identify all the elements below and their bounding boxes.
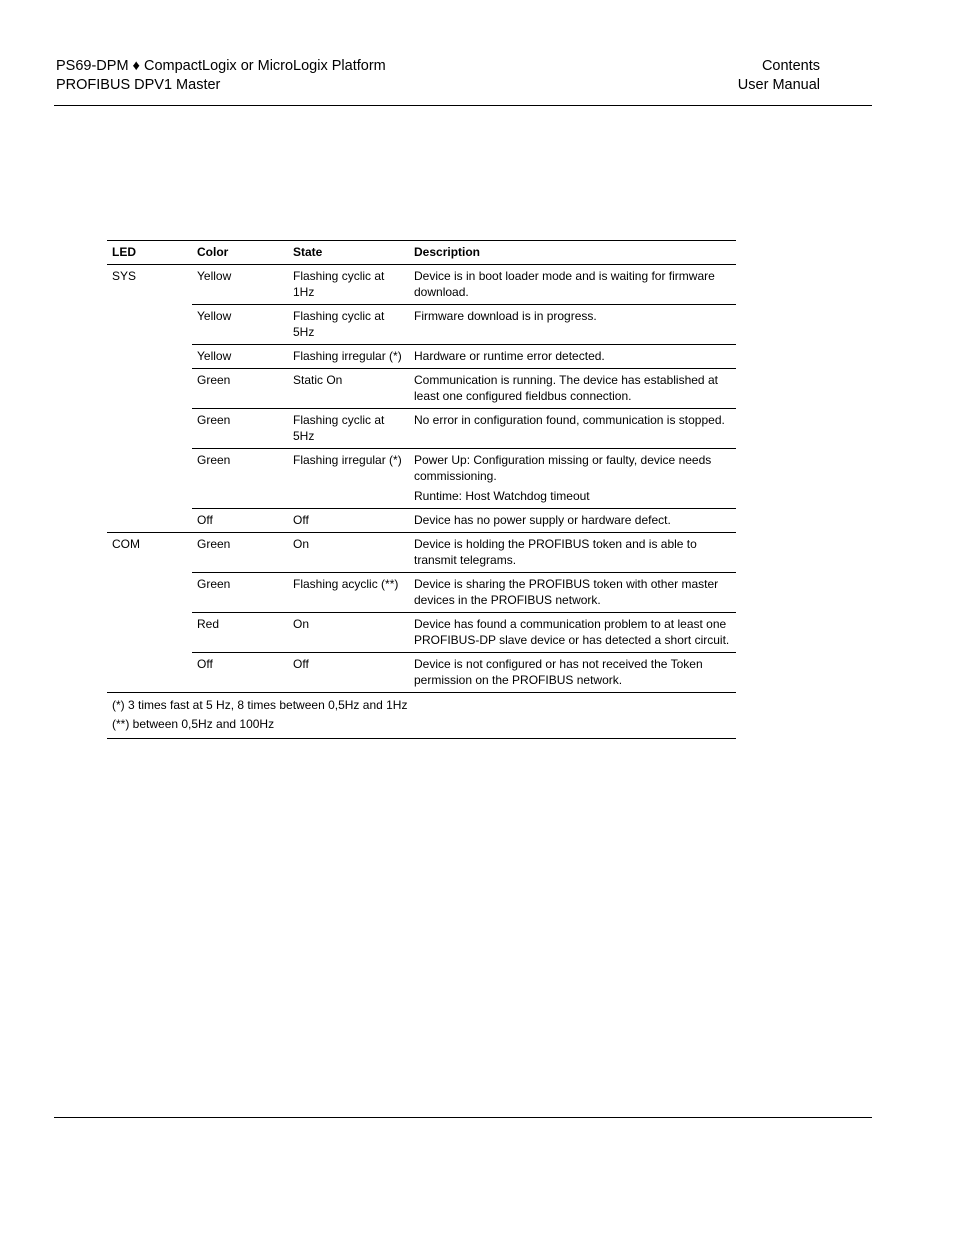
led-description-cell (409, 533, 736, 573)
led-color-cell: Green (192, 533, 288, 573)
document-subtitle: PROFIBUS DPV1 Master (56, 77, 221, 93)
description-text: Device has found a communication problem to at least one PROFIBUS-DP slave device or has detected a short circuit. (414, 617, 730, 647)
led-name-cell: COM (107, 533, 192, 693)
footnote-single-asterisk: (*) 3 times fast at 5 Hz, 8 times between 0,5Hz and 1Hz (112, 698, 408, 712)
table-row (107, 533, 736, 573)
led-status-table (107, 240, 736, 739)
led-color-cell: Off (192, 509, 288, 533)
led-state-cell: Flashing irregular (*) (288, 345, 409, 369)
led-color-cell: Green (192, 409, 288, 449)
page-header-right (738, 57, 820, 95)
page-header-left (56, 57, 386, 95)
header-divider (54, 105, 872, 106)
table-row (107, 509, 736, 533)
footnote-row (107, 693, 736, 739)
description-text: Hardware or runtime error detected. (414, 349, 605, 363)
led-description-cell (409, 449, 736, 509)
description-text: Device is sharing the PROFIBUS token with other master devices in the PROFIBUS network. (414, 577, 719, 607)
led-description-cell (409, 265, 736, 305)
led-state-cell: Flashing cyclic at 1Hz (288, 265, 409, 305)
description-text: Device is in boot loader mode and is waiting for firmware download. (414, 269, 715, 299)
led-state-cell: Static On (288, 369, 409, 409)
led-state-cell: Off (288, 653, 409, 693)
footer-divider (54, 1117, 872, 1118)
document-title: PS69-DPM ♦ CompactLogix or MicroLogix Platform (56, 58, 386, 74)
led-description-cell (409, 305, 736, 345)
table-row (107, 409, 736, 449)
led-color-cell: Yellow (192, 265, 288, 305)
description-text: No error in configuration found, communication is stopped. (414, 413, 725, 427)
led-color-cell: Yellow (192, 305, 288, 345)
description-text: Firmware download is in progress. (414, 309, 597, 323)
section-name: Contents (761, 58, 820, 74)
description-text: Communication is running. The device has established at least one configured fieldbus connection. (414, 373, 718, 403)
led-state-cell: Flashing acyclic (**) (288, 573, 409, 613)
led-color-cell: Green (192, 573, 288, 613)
led-description-cell (409, 653, 736, 693)
table-row (107, 573, 736, 613)
table-row (107, 653, 736, 693)
column-header-description: Description (414, 245, 481, 259)
led-state-cell: Flashing cyclic at 5Hz (288, 305, 409, 345)
led-color-cell: Yellow (192, 345, 288, 369)
led-name-cell: SYS (107, 265, 192, 533)
table-row (107, 265, 736, 305)
led-state-cell: On (288, 613, 409, 653)
led-description-cell (409, 509, 736, 533)
led-state-cell: Flashing cyclic at 5Hz (288, 409, 409, 449)
description-text: Device is not configured or has not received the Token permission on the PROFIBUS network. (414, 657, 703, 687)
led-color-cell: Green (192, 449, 288, 509)
description-text: Power Up: Configuration missing or faulty, device needs commissioning. (414, 453, 712, 483)
description-text: Device has no power supply or hardware defect. (414, 513, 671, 527)
led-color-cell: Red (192, 613, 288, 653)
led-state-cell: On (288, 533, 409, 573)
table-header-row (107, 241, 736, 265)
led-description-cell (409, 369, 736, 409)
table-row (107, 613, 736, 653)
led-color-cell: Green (192, 369, 288, 409)
table-row (107, 345, 736, 369)
footnote-double-asterisk: (**) between 0,5Hz and 100Hz (112, 717, 275, 731)
led-color-cell: Off (192, 653, 288, 693)
column-header-led: LED (112, 245, 136, 259)
column-header-color: Color (197, 245, 229, 259)
led-state-cell: Flashing irregular (*) (288, 449, 409, 509)
led-description-cell (409, 409, 736, 449)
led-description-cell (409, 613, 736, 653)
description-extra-text: Runtime: Host Watchdog timeout (414, 489, 590, 503)
led-description-cell (409, 573, 736, 613)
led-description-cell (409, 345, 736, 369)
table-row (107, 369, 736, 409)
led-state-cell: Off (288, 509, 409, 533)
manual-type: User Manual (737, 77, 820, 93)
column-header-state: State (293, 245, 323, 259)
table-row (107, 305, 736, 345)
table-row (107, 449, 736, 509)
description-text: Device is holding the PROFIBUS token and is able to transmit telegrams. (414, 537, 697, 567)
